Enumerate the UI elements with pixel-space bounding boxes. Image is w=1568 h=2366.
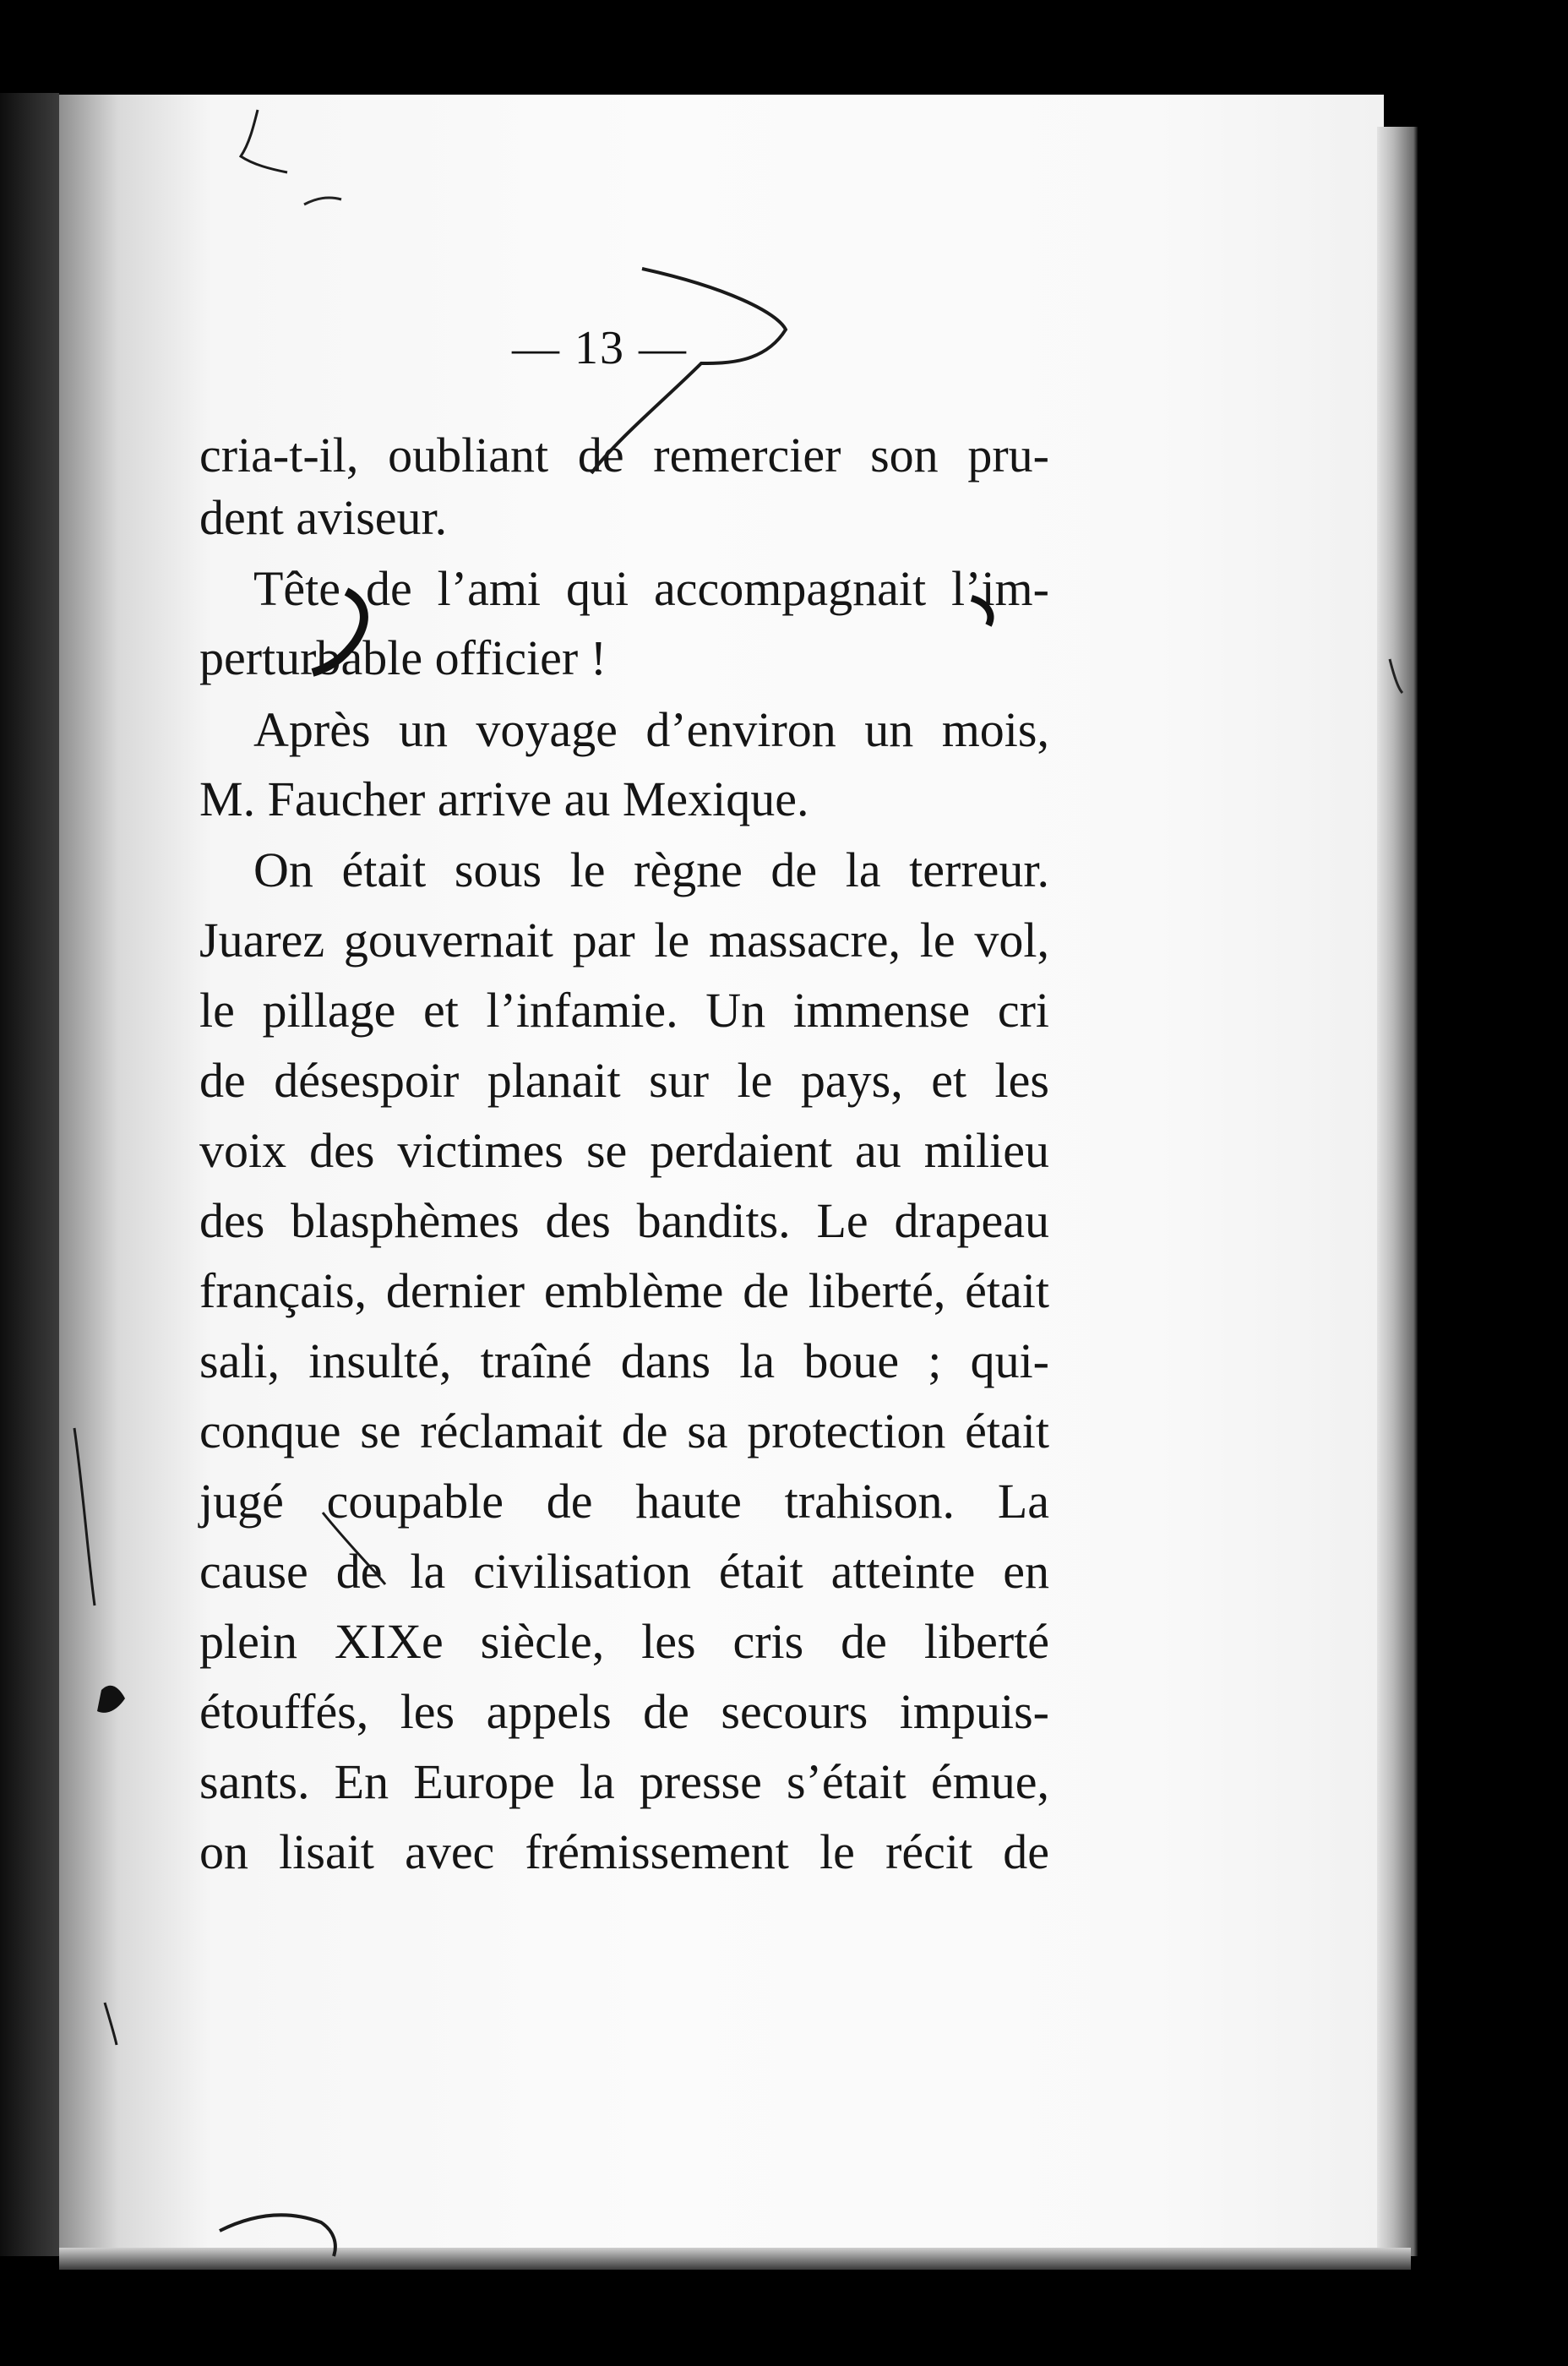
text-line: français, dernier emblème de liberté, était [199, 1263, 1049, 1318]
text-line: on lisait avec frémissement le récit de [199, 1824, 1049, 1879]
text-line: cria-t-il, oubliant de remercier son pru- [199, 428, 1049, 482]
text-line: Juarez gouvernait par le massacre, le vol, [199, 913, 1049, 968]
text-line: On était sous le règne de la terreur. [253, 842, 1049, 897]
page-number: — 13 — [512, 322, 688, 374]
page-bottom-edge [59, 2248, 1411, 2270]
text-line: de désespoir planait sur le pays, et les [199, 1053, 1049, 1108]
text-line: jugé coupable de haute trahison. La [199, 1474, 1049, 1529]
text-line: Tête de l’ami qui accompagnait l’im- [253, 561, 1049, 616]
text-line: le pillage et l’infamie. Un immense cri [199, 983, 1049, 1038]
text-line: M. Faucher arrive au Mexique. [199, 771, 809, 826]
text-line: dent aviseur. [199, 490, 448, 545]
text-line: cause de la civilisation était atteinte en [199, 1544, 1049, 1599]
book-left-edge [0, 93, 59, 2256]
text-line: conque se réclamait de sa protection était [199, 1404, 1049, 1458]
text-line: sants. En Europe la presse s’était émue, [199, 1754, 1049, 1809]
text-line: étouffés, les appels de secours impuis- [199, 1684, 1049, 1739]
page-right-edge-shadow [1377, 127, 1418, 2256]
text-line: Après un voyage d’environ un mois, [253, 702, 1049, 757]
text-line: des blasphèmes des bandits. Le drapeau [199, 1193, 1049, 1248]
text-line: sali, insulté, traîné dans la boue ; qui- [199, 1333, 1049, 1388]
text-line: perturbable officier ! [199, 630, 607, 685]
text-line: voix des victimes se perdaient au milieu [199, 1123, 1049, 1178]
text-line: plein XIXe siècle, les cris de liberté [199, 1614, 1049, 1669]
